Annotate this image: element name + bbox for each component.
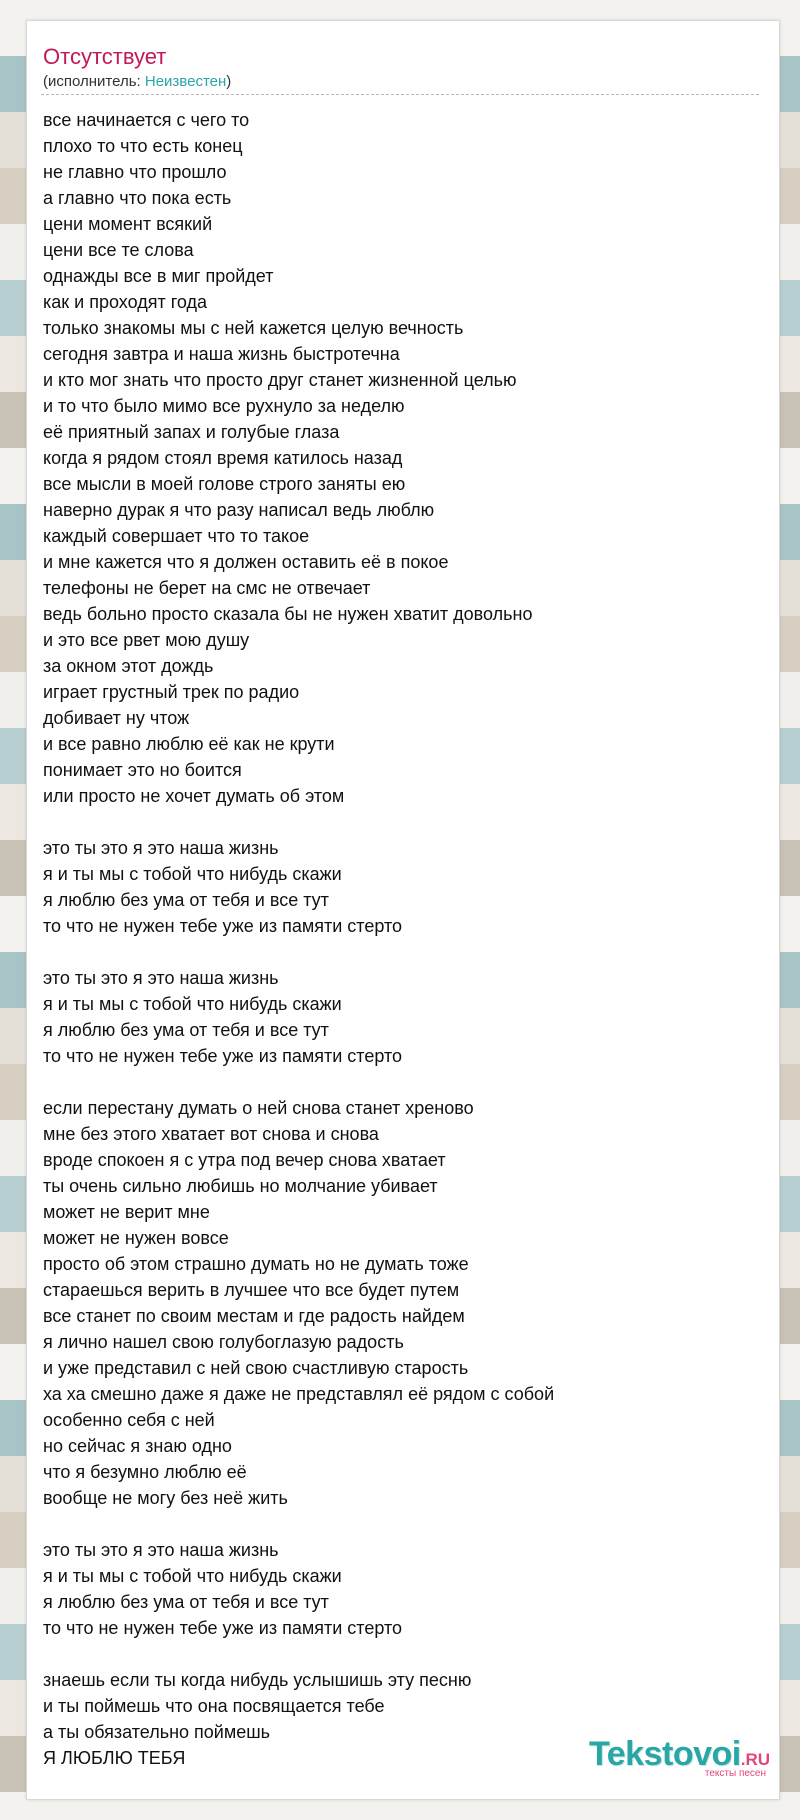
lyric-line: её приятный запах и голубые глаза [43,422,340,442]
lyric-line: и все равно люблю её как не крути [43,734,335,754]
lyric-line: и мне кажется что я должен оставить её в покое [43,552,449,572]
lyric-line: сегодня завтра и наша жизнь быстротечна [43,344,400,364]
lyric-line: за окном этот дождь [43,656,214,676]
lyric-line: я люблю без ума от тебя и все тут [43,890,329,910]
lyric-line: плохо то что есть конец [43,136,243,156]
lyric-line: особенно себя с ней [43,1410,215,1430]
site-logo[interactable] [589,1735,770,1779]
lyric-line [43,939,769,965]
lyric-line: я люблю без ума от тебя и все тут [43,1020,329,1040]
lyric-line: знаешь если ты когда нибудь услышишь эту песню [43,1670,472,1690]
lyric-line: а ты обязательно поймешь [43,1722,271,1742]
lyric-line: Я ЛЮБЛЮ ТЕБЯ [43,1748,186,1768]
lyric-line: однажды все в миг пройдет [43,266,274,286]
lyric-line [43,1641,769,1667]
lyric-line: вроде спокоен я с утра под вечер снова хватает [43,1150,446,1170]
lyric-line: все начинается с чего то [43,110,250,130]
artist-line [43,73,231,90]
lyric-line: и уже представил с ней свою счастливую старость [43,1358,469,1378]
lyric-line: может не нужен вовсе [43,1228,229,1248]
lyric-line: цени момент всякий [43,214,213,234]
lyric-line: все мысли в моей голове строго заняты ею [43,474,406,494]
logo-name: Tekstovoi [589,1735,741,1773]
lyric-line: и ты поймешь что она посвящается тебе [43,1696,385,1716]
lyric-line: играет грустный трек по радио [43,682,300,702]
lyric-line: ты очень сильно любишь но молчание убивает [43,1176,438,1196]
lyric-line: цени все те слова [43,240,194,260]
lyric-line: я лично нашел свою голубоглазую радость [43,1332,404,1352]
lyric-line: как и проходят года [43,292,207,312]
lyric-line: то что не нужен тебе уже из памяти стерто [43,1046,403,1066]
lyric-line: ведь больно просто сказала бы не нужен хватит довольно [43,604,533,624]
lyric-line: и то что было мимо все рухнуло за неделю [43,396,405,416]
lyric-line: стараешься верить в лучшее что все будет путем [43,1280,460,1300]
lyric-line: я и ты мы с тобой что нибудь скажи [43,864,342,884]
lyric-line: ха ха смешно даже я даже не представлял её рядом с собой [43,1384,555,1404]
lyric-line: если перестану думать о ней снова станет хреново [43,1098,474,1118]
lyric-line: просто об этом страшно думать но не думать тоже [43,1254,469,1274]
lyric-line: когда я рядом стоял время катилось назад [43,448,403,468]
lyric-line: это ты это я это наша жизнь [43,968,279,988]
lyric-line [43,809,769,835]
lyric-line: понимает это но боится [43,760,242,780]
lyric-line: я и ты мы с тобой что нибудь скажи [43,994,342,1014]
lyric-line: все станет по своим местам и где радость найдем [43,1306,465,1326]
lyric-line: это ты это я это наша жизнь [43,838,279,858]
lyric-line [43,1069,769,1095]
title-divider [41,94,759,95]
lyric-line: и кто мог знать что просто друг станет жизненной целью [43,370,517,390]
lyric-line: что я безумно люблю её [43,1462,247,1482]
lyrics-page [26,20,780,1800]
logo-tld: .RU [740,1750,770,1769]
logo-tagline: тексты песен [704,1768,766,1779]
lyric-line: это ты это я это наша жизнь [43,1540,279,1560]
lyric-line: только знакомы мы с ней кажется целую вечность [43,318,464,338]
lyric-line: то что не нужен тебе уже из памяти стерто [43,916,403,936]
lyric-line: или просто не хочет думать об этом [43,786,345,806]
lyric-line: вообще не могу без неё жить [43,1488,288,1508]
lyric-line: но сейчас я знаю одно [43,1436,232,1456]
artist-suffix: ) [226,73,232,90]
lyric-line: я и ты мы с тобой что нибудь скажи [43,1566,342,1586]
lyric-line: не главно что прошло [43,162,227,182]
song-title: Отсутствует [43,44,167,69]
lyrics-text [43,107,769,1771]
lyric-line: я люблю без ума от тебя и все тут [43,1592,329,1612]
lyric-line: каждый совершает что то такое [43,526,310,546]
lyric-line: добивает ну чтож [43,708,190,728]
lyric-line: а главно что пока есть [43,188,232,208]
artist-link[interactable]: Неизвестен [144,73,227,90]
lyric-line: может не верит мне [43,1202,210,1222]
lyric-line: то что не нужен тебе уже из памяти стерто [43,1618,403,1638]
lyric-line: и это все рвет мою душу [43,630,250,650]
lyric-line [43,1511,769,1537]
artist-prefix: (исполнитель: [43,73,145,90]
lyric-line: наверно дурак я что разу написал ведь люблю [43,500,435,520]
lyric-line: телефоны не берет на смс не отвечает [43,578,371,598]
lyric-line: мне без этого хватает вот снова и снова [43,1124,379,1144]
